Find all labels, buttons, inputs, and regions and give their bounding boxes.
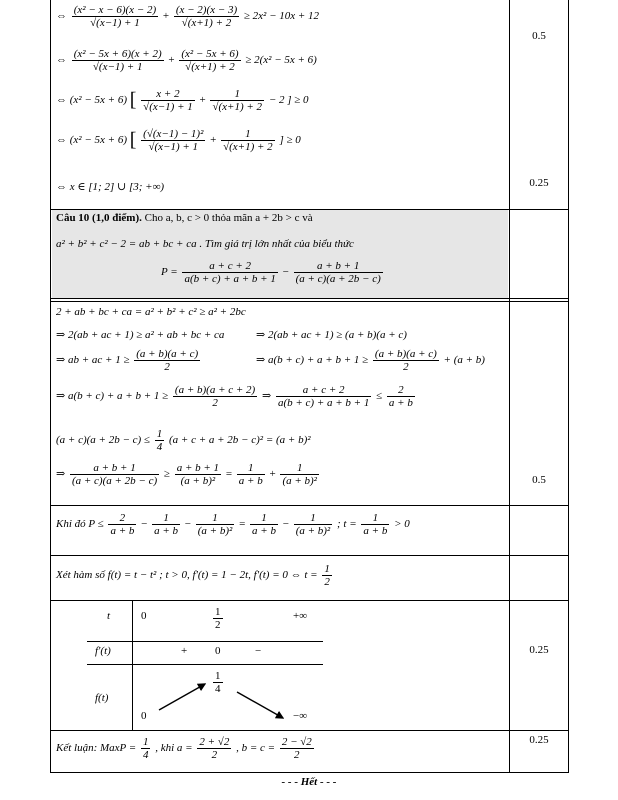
question-intro: Câu 10 (1,0 điểm). Cho a, b, c > 0 thỏa mãn a + 2b > c và — [56, 212, 313, 224]
solution-line-5: (a + c)(a + 2b − c) ≤ $\frac{1}{4}$ (a + c + a + 2b − c)² = (a + b)² — [56, 428, 311, 453]
solution-line-2a: ⇒ 2(ab + ac + 1) ≥ a² + ab + bc + ca — [56, 329, 225, 341]
score-cell: 0.5 — [532, 30, 546, 42]
column-divider — [509, 0, 510, 772]
increasing-arrow — [159, 684, 205, 710]
vt-header-t: t — [107, 610, 111, 622]
step-line-2: ⇔ $\frac{\text{(x² − 5x + 6)(x + 2)}}{√(x-1) + 1}$ + $\frac{\text{(x² − 5x + 6)}}{√(x+1) + 2}$ ≥ 2(x² − 5x + 6) — [56, 48, 317, 73]
vt-f-right: −∞ — [293, 710, 308, 722]
row-divider — [51, 555, 568, 556]
row-divider — [51, 298, 568, 299]
row-divider — [51, 730, 568, 731]
solution-line-3a: ⇒ ab + ac + 1 ≥ $\frac{(a + b)(a + c)}{2}$ — [56, 348, 199, 373]
khi-do-line: Khi đó P ≤ $\frac{2}{a + b}$ − $\frac{1}{a + b}$ − $\frac{1}{\text{(a + b)²}}$ = $\frac{1}{a + b}$ − $\frac{1}{\text{(a + b)²}}$ ; t = $\frac{1}{a + b}$ > 0 — [56, 512, 410, 537]
ket-luan-line: Kết luận: MaxP = $\frac{1}{4}$ , khi a = $\frac{2 + √2}{2}$ , b = c = $\frac{2 - √2}{2}$ — [56, 736, 312, 761]
vt-t-infinity: +∞ — [293, 610, 308, 622]
vt-arrows — [87, 600, 323, 730]
vt-sign-plus: + — [181, 645, 188, 657]
row-divider — [51, 209, 568, 210]
question-condition: a² + b² + c² − 2 = ab + bc + ca . Tìm giá trị lớn nhất của biểu thức — [56, 238, 354, 250]
step-line-4: ⇔ (x² − 5x + 6) [ $\frac{\text{(√(x−1) − 1)²}}{√(x-1) + 1}$ + $\frac{1}{√(x+1) + 2}$ ] ≥ 0 — [56, 128, 301, 153]
decreasing-arrow — [237, 692, 283, 718]
step-line-1: ⇔ $\frac{\text{(x² − x − 6)(x − 2)}}{√(x-1) + 1}$ + $\frac{(x - 2)(x - 3)}{√(x+1) + 2}$ ≥ 2x² − 10x + 12 — [56, 4, 320, 29]
score-cell: 0.25 — [529, 644, 549, 656]
vt-f-max: $\frac{1}{4}$ — [215, 670, 221, 695]
solution-line-1: 2 + ab + bc + ca = a² + b² + c² ≥ a² + 2bc — [56, 306, 246, 318]
vt-sign-minus: − — [255, 645, 262, 657]
solution-line-4: ⇒ a(b + c) + a + b + 1 ≥ $\frac{(a + b)(a + c + 2)}{2}$ ⇒ $\frac{a + c + 2}{a(b + c) + a + b + 1}$ ≤ $\frac{2}{a + b}$ — [56, 384, 413, 409]
footer-end-mark: - - - Hết - - - — [281, 776, 337, 788]
row-divider — [51, 505, 568, 506]
answer-table — [50, 0, 569, 773]
solution-line-3b: ⇒ a(b + c) + a + b + 1 ≥ $\frac{(a + b)(a + c)}{2}$ + (a + b) — [256, 348, 485, 373]
solution-line-2b: ⇒ 2(ab + ac + 1) ≥ (a + b)(a + c) — [256, 329, 407, 341]
vt-f-left: 0 — [141, 710, 147, 722]
vt-t-zero: 0 — [141, 610, 147, 622]
score-cell: 0.25 — [529, 177, 549, 189]
vt-t-half: $\frac{1}{2}$ — [215, 606, 221, 631]
row-divider — [51, 301, 568, 302]
score-cell: 0.5 — [532, 474, 546, 486]
vt-header-fprime: f'(t) — [95, 645, 111, 657]
vt-sign-zero: 0 — [215, 645, 221, 657]
step-line-5: ⇔ x ∈ [1; 2] ∪ [3; +∞) — [56, 181, 165, 193]
step-line-3: ⇔ (x² − 5x + 6) [ $\frac{x + 2}{√(x-1) + 1}$ + $\frac{1}{√(x+1) + 2}$ − 2 ] ≥ 0 — [56, 88, 309, 113]
solution-line-6: ⇒ $\frac{a + b + 1}{(a + c)(a + 2b - c)}$ ≥ $\frac{a + b + 1}{\text{(a + b)²}}$ = $\frac{1}{a + b}$ + $\frac{1}{\text{(a + b)²}}$ — [56, 462, 317, 487]
score-cell: 0.25 — [529, 734, 549, 746]
xet-ham-so-line: Xét hàm số f(t) = t − t² ; t > 0, f'(t) = 1 − 2t, f'(t) = 0 ⇔ t = $\frac{1}{2}$ — [56, 563, 330, 588]
variation-table — [87, 600, 323, 730]
vt-header-f: f(t) — [95, 692, 109, 704]
question-expression: P = $\frac{a + c + 2}{a(b + c) + a + b + 1}$ − $\frac{a + b + 1}{(a + c)(a + 2b - c)}$ — [161, 260, 381, 285]
